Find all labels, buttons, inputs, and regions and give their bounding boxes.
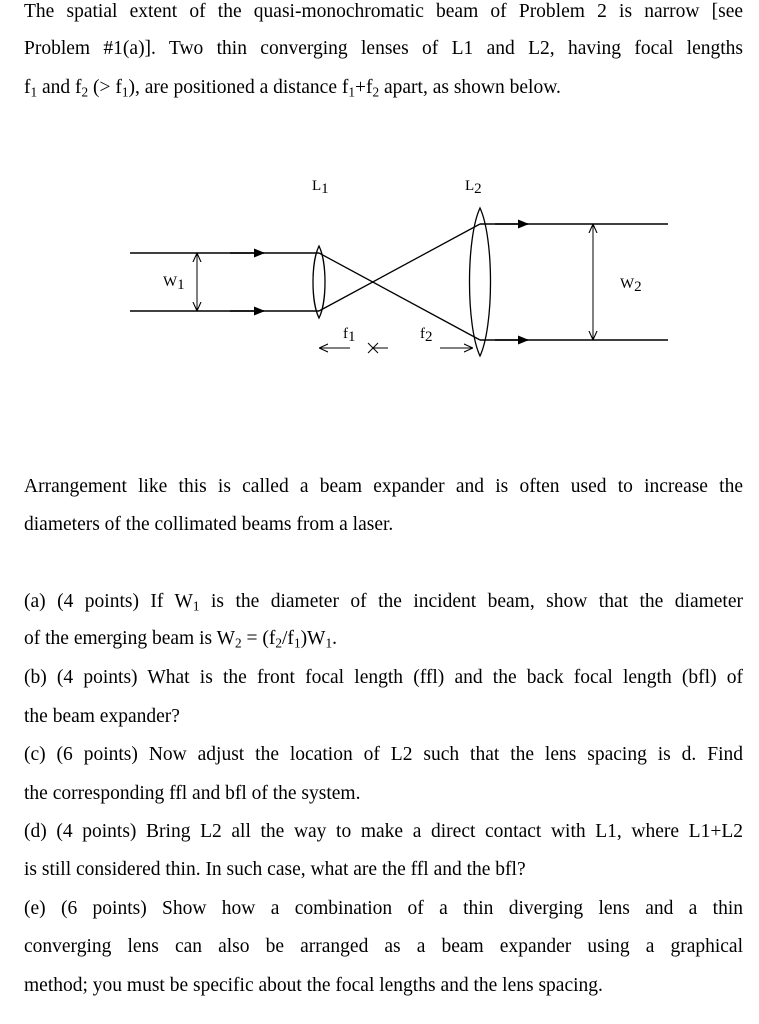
w2-label: W2 (620, 276, 642, 295)
intro-line-1: The spatial extent of the quasi-monochromatic beam of Problem 2 is narrow [see (24, 1, 743, 22)
part-a-line-2: of the emerging beam is $W_2 = (f_2/f_1)W_1$. (24, 628, 337, 651)
f1-label: f1 (343, 326, 356, 345)
part-e-line-2: converging lens can also be arranged as a beam expander using a graphical (24, 936, 743, 957)
part-c-line-2: the corresponding ffl and bfl of the system. (24, 783, 361, 804)
part-c-line-1: (c) (6 points) Now adjust the location of L2 such that the lens spacing is d. Find (24, 744, 743, 765)
intro-line-2: Problem #1(a)]. Two thin converging lenses of L1 and L2, having focal lengths (24, 38, 743, 59)
intro-line-3: $f_1$ and $f_2$ (> $f_1$), are positioned a distance $f_1+f_2$ apart, as shown below. (24, 77, 561, 100)
lens-2 (470, 208, 491, 356)
beam-expander-diagram (0, 160, 759, 370)
part-b-line-2: the beam expander? (24, 706, 180, 727)
part-d-line-1: (d) (4 points) Bring L2 all the way to make a direct contact with L1, where L1+L2 (24, 821, 743, 842)
arrangement-line-1: Arrangement like this is called a beam expander and is often used to increase the (24, 476, 743, 497)
part-e-line-1: (e) (6 points) Show how a combination of a thin diverging lens and a thin (24, 898, 743, 919)
w1-label: W1 (163, 274, 185, 293)
lens-1-label: L1 (312, 178, 329, 197)
lens-2-label: L2 (465, 178, 482, 197)
arrangement-line-2: diameters of the collimated beams from a laser. (24, 514, 394, 535)
part-d-line-2: is still considered thin. In such case, what are the ffl and the bfl? (24, 859, 526, 880)
lens-1 (313, 246, 325, 318)
part-e-line-3: method; you must be specific about the focal lengths and the lens spacing. (24, 975, 603, 996)
part-b-line-1: (b) (4 points) What is the front focal length (ffl) and the back focal length (bfl) of (24, 667, 743, 688)
f2-label: f2 (420, 326, 433, 345)
incident-beam (130, 253, 319, 311)
part-a-line-1: (a) (4 points) If $W_1$ is the diameter of the incident beam, show that the diameter (24, 591, 743, 614)
crossing-rays (319, 224, 480, 340)
